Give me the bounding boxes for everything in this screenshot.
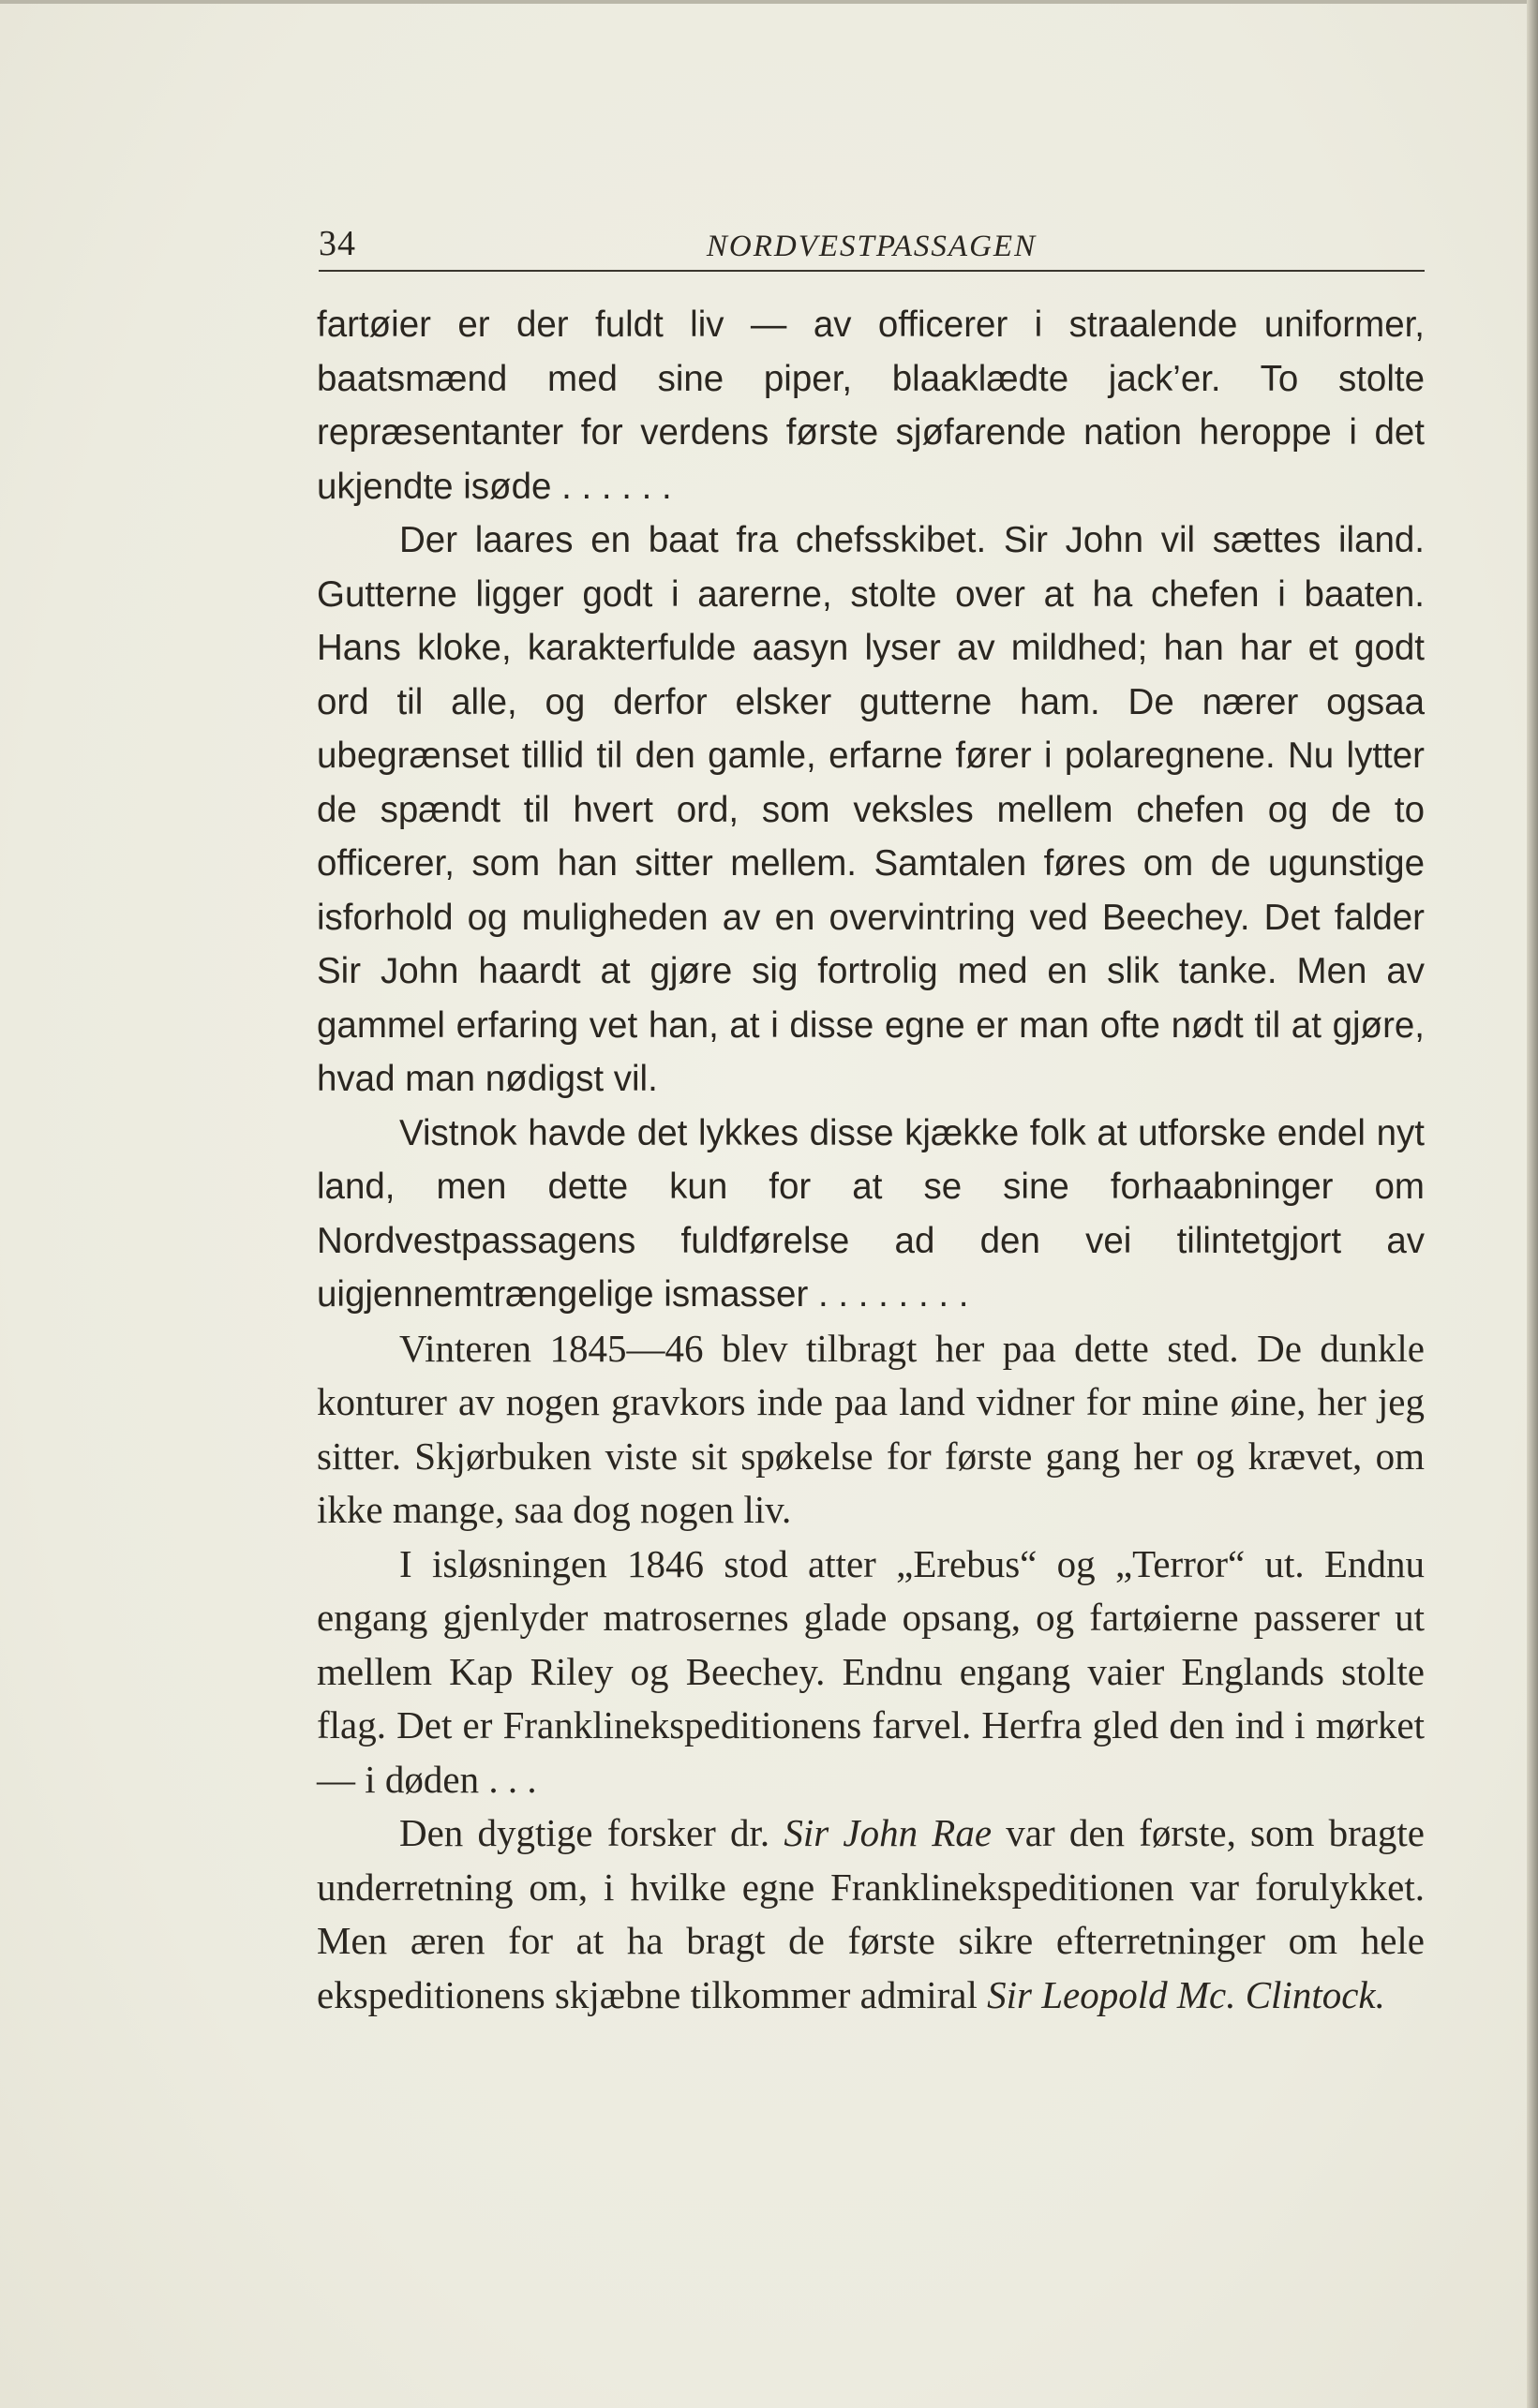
- paragraph-text-before: Den dygtige forsker dr.: [399, 1811, 784, 1854]
- page-top-edge: [0, 0, 1538, 4]
- italic-name-mcclintock: Sir Leopold Mc. Clintock.: [987, 1972, 1385, 2016]
- paragraph-sir-john-lands: Der laares en baat fra chefsskibet. Sir John vil sættes iland. Gutterne ligger godt i aarerne, stolte over at ha chefen i baaten. Hans kloke, karakterfulde aasyn lyser av mildhed; han har et godt ord til alle, og derfor elsker gutterne ham. De nærer ogsaa ubegrænset tillid til den gamle, erfarne fører i polaregnene. Nu lytter de spændt til hvert ord, som veksles mellem chefen og de to officerer, som han sitter mellem. Samtalen føres om de ugunstige isforhold og muligheden av en overvintring ved Beechey. Det falder Sir John haardt at gjøre sig fortrolig med en slik tanke. Men av gammel erfaring vet han, at i disse egne er man ofte nødt til at gjøre, hvad man nødigst vil.: [317, 520, 1425, 1099]
- paragraph-text-middle: var den første, som bragte underretning om, i hvilke egne Franklinekspeditionen var forulykket. Men æren for at ha bragt de første sikre efterretninger om hele ekspeditionens skjæbne tilkommer admiral: [317, 1811, 1426, 2016]
- running-head: NORDVESTPASSAGEN: [706, 230, 1038, 263]
- italic-name-john-rae: Sir John Rae: [784, 1811, 993, 1854]
- page-header: [319, 217, 1425, 272]
- paragraph-ice-breakup: I isløsningen 1846 stod atter „Erebus“ og „Terror“ ut. Endnu engang gjenlyder matrosernes glade opsang, og fartøierne passerer ut mellem Kap Riley og Beechey. Endnu engang vaier Englands stolte flag. Det er Franklinekspeditionens farvel. Herfra gled den ind i mørket — i døden . . .: [317, 1541, 1425, 1801]
- paragraph-continued: fartøier er der fuldt liv — av officerer i straalende uniformer, baatsmænd med sine piper, blaaklædte jack’er. To stolte repræsentanter for verdens første sjøfarende nation heroppe i det ukjendte isøde . . . . . .: [317, 305, 1425, 507]
- page-right-edge: [1527, 0, 1538, 2408]
- paragraph-winter: Vinteren 1845—46 blev tilbragt her paa dette sted. De dunkle konturer av nogen gravkors inde paa land vidner for mine øine, her jeg sitter. Skjørbuken viste sit spøkelse for første gang her og krævet, om ikke mange, saa dog nogen liv.: [317, 1326, 1425, 1531]
- paragraph-new-land: Vistnok havde det lykkes disse kjække folk at utforske endel nyt land, men dette kun for at se sine forhaabninger om Nordvestpassagens fuldførelse ad den vei tilintetgjort av uigjennemtrængelige ismasser . . . . . . . .: [317, 1112, 1425, 1315]
- page-number: 34: [319, 224, 356, 263]
- paragraph-rae-mcclintock: [317, 1806, 1425, 2022]
- body-text: [317, 298, 1425, 2022]
